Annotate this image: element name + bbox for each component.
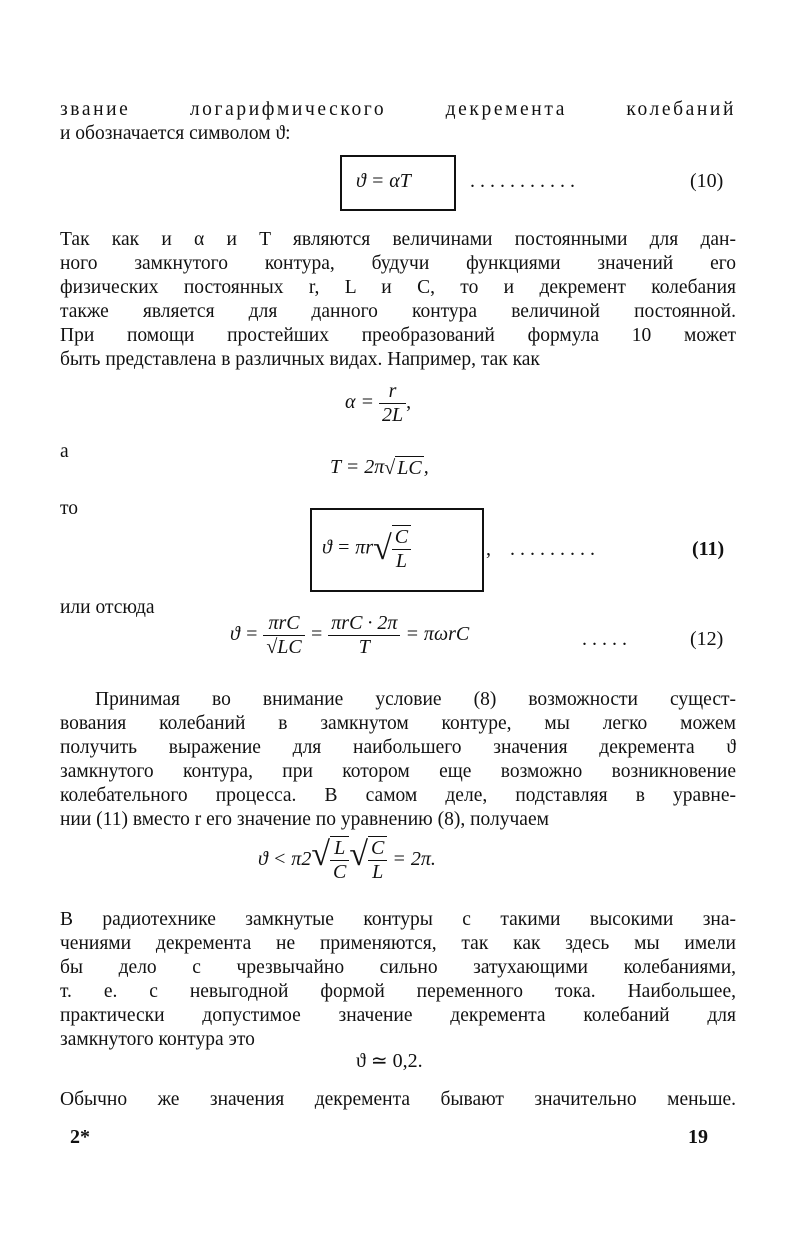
text-line: т. е. с невыгодной формой переменного тока. Наибольшее,	[60, 981, 736, 1002]
denominator: T	[358, 636, 370, 658]
fraction	[328, 612, 400, 659]
numerator: πrC	[263, 612, 304, 636]
formula-11	[322, 525, 411, 573]
formula-rhs: = 2π.	[392, 848, 436, 870]
text-line: Принимая во внимание условие (8) возможности сущест-	[95, 689, 736, 710]
sqrt: √	[349, 836, 369, 873]
text-line: быть представлена в различных видах. Например, так как	[60, 349, 540, 370]
sqrt: √	[373, 530, 392, 567]
formula-lhs: ϑ < π2	[258, 848, 312, 870]
formula-12	[230, 612, 469, 659]
denominator: C	[333, 861, 347, 884]
radicand: LC	[397, 457, 422, 480]
formula-10: ϑ = αT	[356, 170, 411, 192]
formula-period	[330, 456, 429, 480]
text-line: получить выражение для наибольшего значения декремента ϑ	[60, 737, 736, 758]
text-line: бы дело с чрезвычайно сильно затухающими колебаниями,	[60, 957, 736, 978]
text-line: Обычно же значения декремента бывают значительно меньше.	[60, 1089, 736, 1110]
fraction	[379, 380, 406, 427]
text-line: ного замкнутого контура, будучи функциями значений его	[60, 253, 736, 274]
text-words: или отсюда	[60, 597, 155, 618]
text-line: В радиотехнике замкнутые контуры с такими высокими зна-	[60, 909, 736, 930]
text-line: и обозначается символом ϑ:	[60, 123, 291, 144]
text-word: а	[60, 441, 69, 462]
text-line: чениями декремента не применяются, так как здесь мы имели	[60, 933, 736, 954]
text-line: колебательного процесса. В самом деле, подставляя в уравне-	[60, 785, 736, 806]
formula-approx: ϑ ≃ 0,2.	[356, 1050, 423, 1072]
equation-number-11: (11)	[692, 538, 725, 560]
text-line: звание логарифмического декремента колебаний	[60, 99, 736, 120]
text-line: нии (11) вместо r его значение по уравнению (8), получаем	[60, 809, 549, 830]
numerator: r	[379, 380, 406, 404]
page-number: 19	[688, 1126, 708, 1148]
formula-lhs: ϑ =	[230, 623, 259, 646]
text-line: вования колебаний в замкнутом контуре, мы легко можем	[60, 713, 736, 734]
punctuation: ,	[486, 538, 491, 560]
numerator: C	[368, 837, 387, 861]
punctuation: ,	[423, 456, 429, 478]
denominator: L	[372, 861, 384, 884]
text-line: физических постоянных r, L и C, то и декремент колебания	[60, 277, 736, 298]
numerator: πrC · 2π	[328, 612, 400, 636]
denominator: L	[395, 550, 408, 572]
equation-number-12: (12)	[690, 628, 724, 650]
text-line: замкнутого контура это	[60, 1029, 255, 1050]
equals: =	[309, 623, 324, 646]
fraction	[368, 836, 387, 884]
text-line: также является для данного контура величиной постоянной.	[60, 301, 736, 322]
formula-lhs: α =	[345, 391, 374, 414]
text-line: замкнутого контура, при котором еще возможно возникновение	[60, 761, 736, 782]
sqrt: √	[311, 836, 331, 873]
fraction	[263, 612, 304, 659]
text-line: Так как и α и T являются величинами постоянными для дан-	[60, 229, 736, 250]
signature-mark: 2*	[70, 1126, 90, 1148]
formula-rhs: = πωrC	[405, 623, 470, 646]
numerator: L	[330, 837, 349, 861]
formula-inequality	[258, 836, 436, 884]
fraction	[330, 836, 349, 884]
text-line: При помощи простейших преобразований формула 10 может	[60, 325, 736, 346]
dot-leader: . . . . . . . . .	[510, 538, 595, 560]
dot-leader: . . . . .	[582, 628, 627, 650]
formula-lhs: ϑ = πr	[322, 536, 374, 559]
formula-lhs: T = 2π	[330, 456, 385, 478]
fraction	[392, 525, 411, 573]
sqrt: √ LC	[384, 457, 422, 480]
equation-number-10: (10)	[690, 170, 724, 192]
dot-leader: . . . . . . . . . . .	[470, 170, 575, 192]
formula-alpha	[345, 380, 411, 427]
numerator: C	[392, 526, 411, 550]
denominator: √LC	[266, 636, 302, 658]
punctuation: ,	[406, 391, 412, 414]
denominator: 2L	[382, 404, 404, 426]
text-line: практически допустимое значение декремента колебаний для	[60, 1005, 736, 1026]
text-word: то	[60, 498, 79, 519]
radicand: LC	[277, 636, 302, 658]
